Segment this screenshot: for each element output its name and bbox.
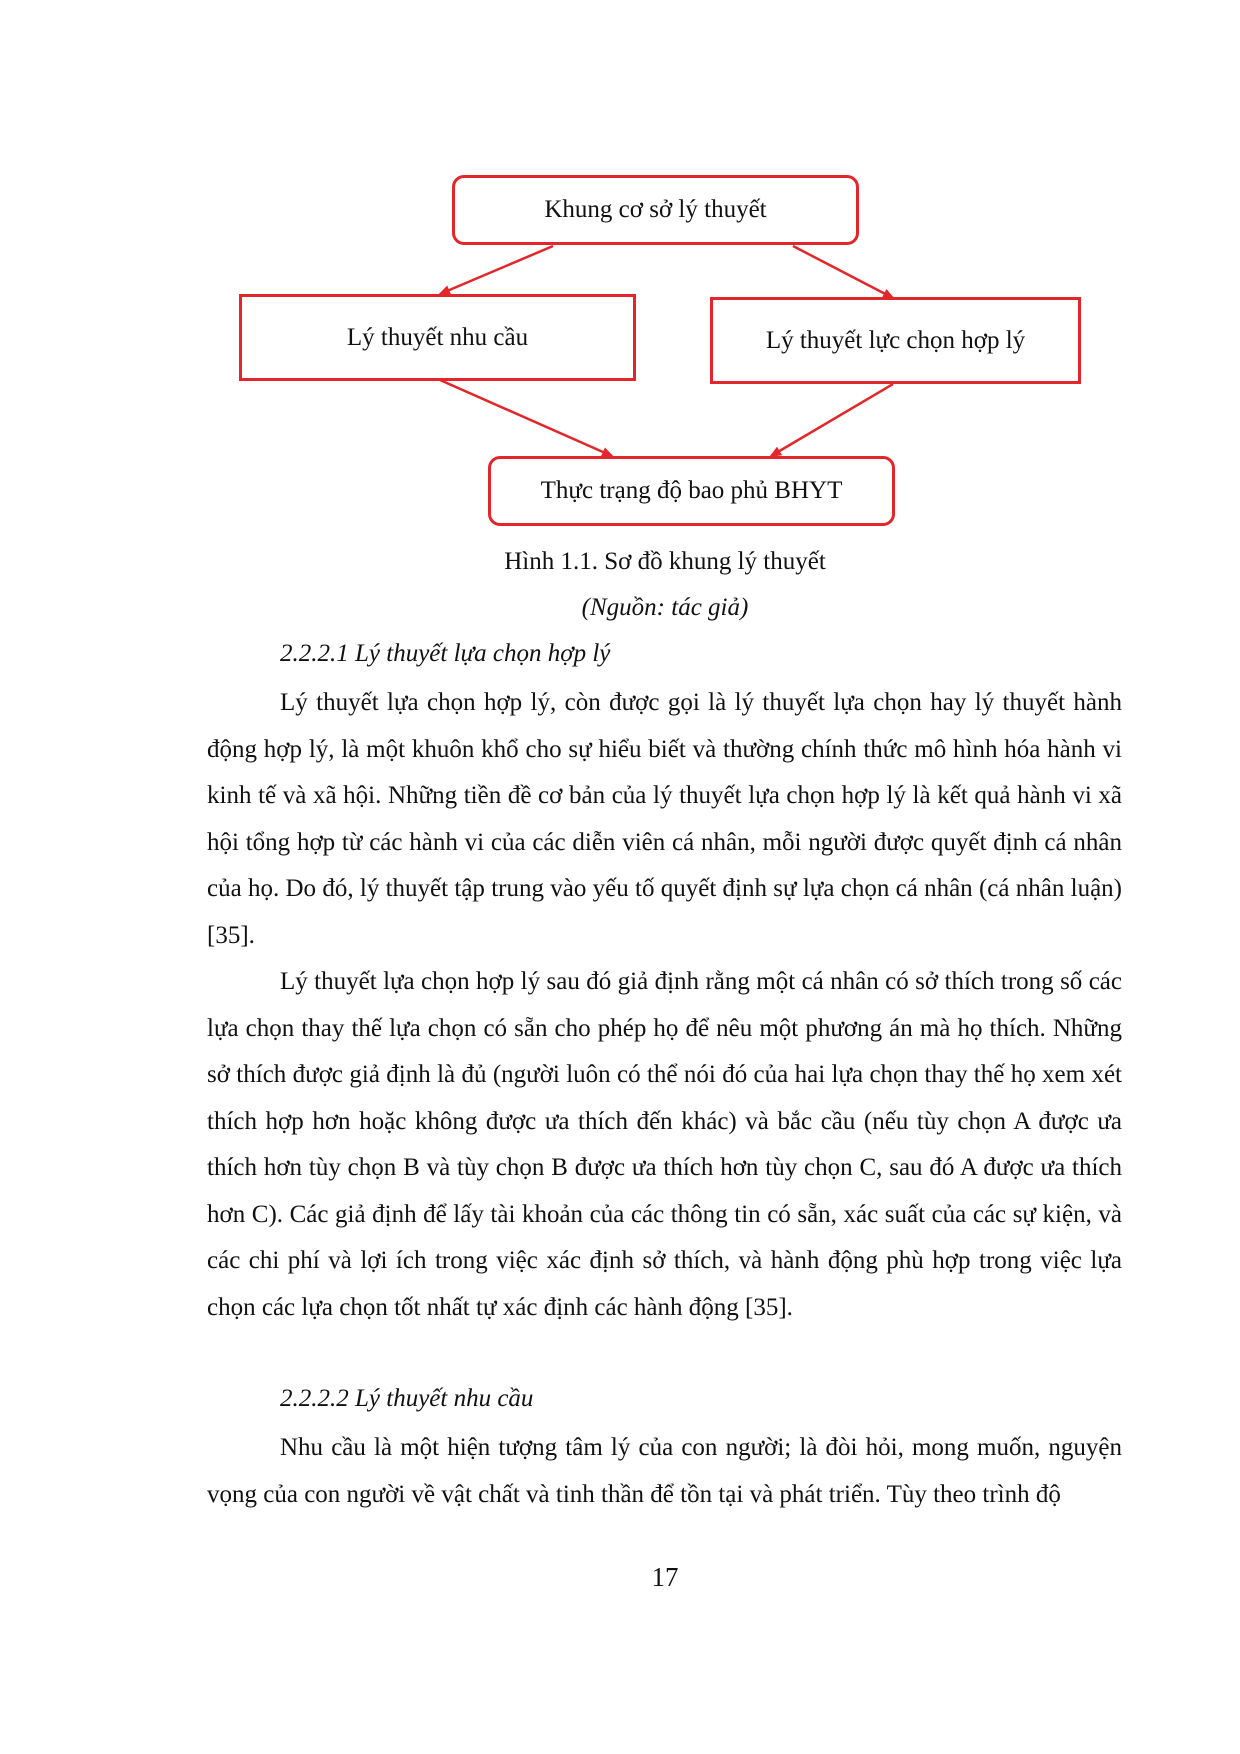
section-heading-needs-theory: 2.2.2.2 Lý thuyết nhu cầu: [280, 1385, 534, 1412]
diagram-box-framework-label: Khung cơ sở lý thuyết: [544, 196, 767, 223]
arrow-top-to-left: [440, 246, 553, 294]
theory-framework-diagram: [0, 0, 1240, 560]
diagram-box-rational-choice-label: Lý thuyết lực chọn hợp lý: [765, 326, 1026, 354]
arrow-right-to-bottom: [771, 384, 893, 456]
figure-source: (Nguồn: tác giả): [581, 594, 749, 621]
paragraph-rational-choice-1: Lý thuyết lựa chọn hợp lý, còn được gọi là lý thuyết lựa chọn hay lý thuyết hành động hợp lý, là một khuôn khổ cho sự hiểu biết và thường chính thức mô hình hóa hành vi kinh tế và xã hội. Những tiền đề cơ bản của lý thuyết lựa chọn hợp lý là kết quả hành vi xã hội tổng hợp từ các hành vi của các diễn viên cá nhân, mỗi người được quyết định cá nhân của họ. Do đó, lý thuyết tập trung vào yếu tố quyết định sự lựa chọn cá nhân (cá nhân luận) [35].: [207, 689, 1122, 949]
section-heading-rational-choice: 2.2.2.1 Lý thuyết lựa chọn hợp lý: [280, 640, 611, 667]
figure-caption: Hình 1.1. Sơ đồ khung lý thuyết: [504, 548, 826, 575]
paragraph-rational-choice-2: Lý thuyết lựa chọn hợp lý sau đó giả định rằng một cá nhân có sở thích trong số các lựa chọn thay thế lựa chọn có sẵn cho phép họ để nêu một phương án mà họ thích. Những sở thích được giả định là đủ (người luôn có thể nói đó của hai lựa chọn thay thế họ xem xét thích hợp hơn hoặc không được ưa thích đến khác) và bắc cầu (nếu tùy chọn A được ưa thích hơn tùy chọn B và tùy chọn B được ưa thích hơn tùy chọn C, sau đó A được ưa thích hơn C). Các giả định để lấy tài khoản của các thông tin có sẵn, xác suất của các sự kiện, và các chi phí và lợi ích trong việc xác định sở thích, và hành động phù hợp trong việc lựa chọn các lựa chọn tốt nhất tự xác định các hành động [35].: [207, 968, 1122, 1321]
diagram-box-coverage-label: Thực trạng độ bao phủ BHYT: [540, 477, 843, 504]
arrow-left-to-bottom: [440, 380, 612, 456]
diagram-box-needs-theory-label: Lý thuyết nhu cầu: [346, 323, 529, 351]
diagram-box-rational-choice: [710, 297, 1081, 384]
paragraph-needs-theory-1: Nhu cầu là một hiện tượng tâm lý của con người; là đòi hỏi, mong muốn, nguyện vọng của con người về vật chất và tinh thần để tồn tại và phát triển. Tùy theo trình độ: [207, 1434, 1122, 1508]
arrow-top-to-right: [793, 246, 893, 298]
diagram-box-needs-theory: [239, 294, 636, 381]
diagram-box-framework: [452, 175, 859, 245]
page-number: 17: [651, 1562, 679, 1592]
diagram-box-coverage: [488, 456, 895, 526]
